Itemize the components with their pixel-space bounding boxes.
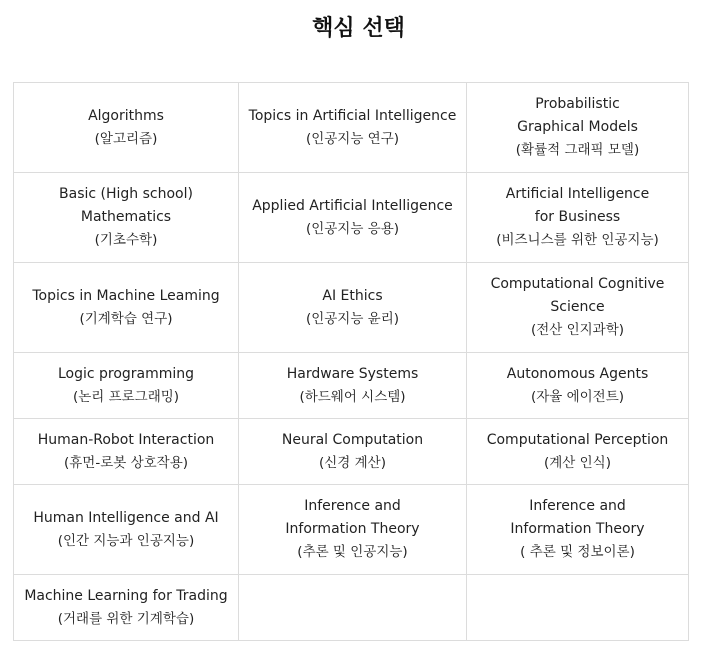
course-name-korean: (계산 인식) [544,454,611,471]
course-cell [14,83,239,173]
table-row [14,83,689,173]
course-cell [239,173,467,263]
course-name-korean: (휴먼-로봇 상호작용) [63,454,189,471]
course-name-korean: (거래를 위한 기계학습) [57,610,195,627]
course-name-english: AI Ethics [322,287,383,304]
course-name-english: Information Theory [510,521,645,537]
course-cell [239,485,467,575]
course-name-english: Hardware Systems [286,365,419,382]
course-cell [14,485,239,575]
course-cell [14,575,239,641]
table-row [14,485,689,575]
course-name-korean: (비즈니스를 위한 인공지능) [496,232,659,248]
course-name-english: Artificial Intelligence [505,186,650,202]
course-cell [467,485,689,575]
empty-cell [239,575,467,641]
course-name-english: Topics in Artificial Intelligence [248,107,457,124]
course-name-korean: (자율 에이전트) [530,388,625,405]
course-name-korean: (인공지능 연구) [305,130,400,147]
course-cell [467,263,689,353]
course-cell [14,419,239,485]
course-name-english: Graphical Models [517,119,638,135]
course-name-korean: (인공지능 응용) [305,220,400,237]
table-row [14,353,689,419]
course-cell [239,263,467,353]
course-name-english: Algorithms [88,107,164,124]
empty-cell [467,575,689,641]
course-name-english: Mathematics [80,209,172,225]
course-name-english: Basic (High school) [59,186,193,202]
course-cell [239,419,467,485]
course-name-english: Inference and [529,498,626,514]
course-name-english: Science [550,299,605,315]
course-table [13,82,689,641]
course-cell [14,173,239,263]
course-name-korean: (신경 계산) [319,454,386,471]
course-cell [467,83,689,173]
course-name-english: Neural Computation [281,431,424,448]
course-name-korean: (인공지능 윤리) [305,310,400,327]
course-cell [239,353,467,419]
course-cell [467,353,689,419]
course-name-english: Computational Cognitive [490,276,665,292]
course-cell [14,263,239,353]
course-name-english: for Business [534,209,621,225]
course-name-english: Applied Artificial Intelligence [252,197,453,214]
course-name-korean: (인간 지능과 인공지능) [57,532,195,549]
course-name-english: Human Intelligence and AI [33,509,219,526]
course-name-korean: (논리 프로그래밍) [72,388,180,405]
course-cell [14,353,239,419]
course-name-english: Human-Robot Interaction [37,431,215,448]
page-title: 핵심 선택 [312,16,405,41]
course-name-korean: (기초수학) [94,232,158,248]
course-cell [239,83,467,173]
course-name-english: Topics in Machine Leaming [32,287,220,304]
course-name-english: Logic programming [57,365,195,382]
course-table-body [14,83,689,641]
course-name-korean: ( 추론 및 정보이론) [520,544,635,560]
course-name-english: Autonomous Agents [506,365,649,382]
course-name-korean: (확률적 그래픽 모델) [515,142,640,158]
course-name-english: Probabilistic [535,96,620,112]
course-name-english: Machine Learning for Trading [24,587,228,604]
course-name-english: Information Theory [285,521,420,537]
course-name-korean: (전산 인지과학) [530,322,625,338]
course-name-korean: (알고리즘) [94,130,158,147]
course-name-english: Computational Perception [486,431,669,448]
course-name-english: Inference and [304,498,401,514]
course-cell [467,419,689,485]
course-name-korean: (기계학습 연구) [79,310,173,327]
course-name-korean: (하드웨어 시스템) [299,388,406,405]
table-row [14,173,689,263]
table-row [14,575,689,641]
course-name-korean: (추론 및 인공지능) [297,544,408,560]
table-row [14,419,689,485]
table-row [14,263,689,353]
course-cell [467,173,689,263]
